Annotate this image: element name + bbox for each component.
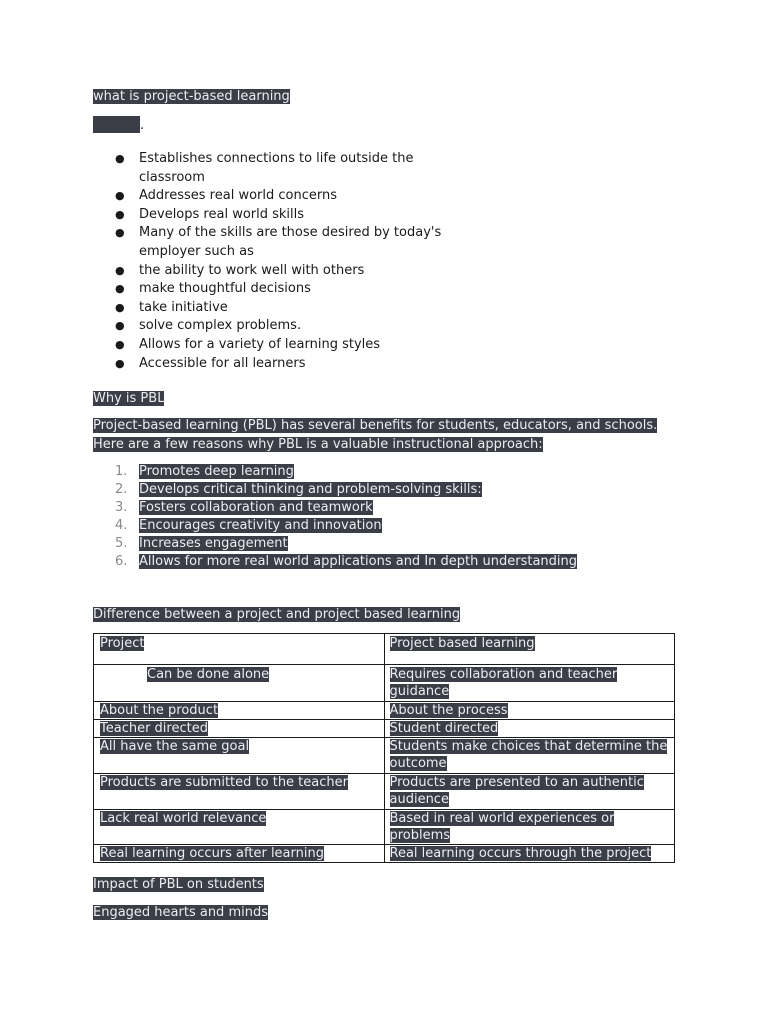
list-item: ● solve complex problems. <box>115 317 445 336</box>
redaction-block <box>93 116 140 133</box>
list-item: ● Addresses real world concerns <box>115 187 445 206</box>
bullet-icon: ● <box>115 226 125 240</box>
table-cell: Student directed <box>384 720 675 738</box>
table-cell: Students make choices that determine the outcome <box>384 738 675 774</box>
bullet-icon: ● <box>115 300 125 314</box>
comparison-table <box>93 633 675 863</box>
list-item: ● Accessible for all learners <box>115 355 445 374</box>
bullet-icon: ● <box>115 207 125 221</box>
table-row <box>94 845 675 863</box>
bullet-icon: ● <box>115 263 125 277</box>
table-cell: Based in real world experiences or problems <box>384 810 675 845</box>
list-item: 6. Allows for more real world applications and In depth understanding <box>115 553 578 569</box>
list-number: 6. <box>115 553 128 569</box>
list-item: 1. Promotes deep learning <box>115 464 294 479</box>
table-cell: About the product <box>94 702 385 720</box>
list-item: ● take initiative <box>115 299 445 318</box>
impact-heading-text: Impact of PBL on students <box>93 877 264 892</box>
list-item: ● the ability to work well with others <box>115 262 445 281</box>
bullet-icon: ● <box>115 282 125 296</box>
list-item: ● make thoughtful decisions <box>115 280 445 299</box>
list-item: 4. Encourages creativity and innovation <box>115 517 382 533</box>
list-item: ● Develops real world skills <box>115 206 445 225</box>
section-title-why-pbl <box>93 390 164 408</box>
why-heading-text: Why is PBL <box>93 391 165 406</box>
section-title-what-is-pbl <box>93 88 290 106</box>
section-title-difference <box>93 606 460 624</box>
bullet-icon: ● <box>115 337 125 351</box>
list-item: ● Allows for a variety of learning styles <box>115 336 445 355</box>
list-item: 2. Develops critical thinking and problem-solving skills: <box>115 481 482 497</box>
benefits-list <box>115 463 577 570</box>
bullet-icon: ● <box>115 189 125 203</box>
table-cell: Products are presented to an authentic audience <box>384 774 675 810</box>
table-cell: Requires collaboration and teacher guidance <box>384 665 675 702</box>
table-header-cell: Project based learning <box>384 634 675 665</box>
bullet-icon: ● <box>115 356 125 370</box>
table-cell: Teacher directed <box>94 720 385 738</box>
table-cell: About the process <box>384 702 675 720</box>
table-row <box>94 738 675 774</box>
pbl-features-list <box>115 150 445 373</box>
table-cell: Real learning occurs after learning <box>94 845 385 863</box>
redacted-suffix: . <box>140 118 145 133</box>
table-row <box>94 720 675 738</box>
table-cell: Real learning occurs through the project <box>384 845 675 863</box>
table-cell: All have the same goal <box>94 738 385 774</box>
list-item: ● Many of the skills are those desired by today's employer such as <box>115 225 442 259</box>
bullet-icon: ● <box>115 152 125 165</box>
list-number: 3. <box>115 499 128 515</box>
table-cell: Lack real world relevance <box>94 810 385 845</box>
table-row <box>94 810 675 845</box>
table-header-cell: Project <box>94 634 385 665</box>
list-number: 4. <box>115 517 128 533</box>
section-title-engaged <box>93 904 268 922</box>
heading-text: what is project-based learning <box>93 89 290 104</box>
section-title-impact <box>93 876 264 894</box>
redacted-line <box>93 116 144 133</box>
list-number: 1. <box>115 464 128 479</box>
list-item: ● Establishes connections to life outside the classroom <box>115 151 414 185</box>
list-number: 5. <box>115 535 128 551</box>
bullet-icon: ● <box>115 319 125 333</box>
table-cell: Can be done alone <box>94 665 385 702</box>
why-intro-text: Project-based learning (PBL) has several benefits for students, educators, and schools. Here are a few reasons why PBL is a valuable instructional approach: <box>93 418 658 452</box>
table-row <box>94 665 675 702</box>
why-intro-paragraph <box>93 417 668 454</box>
list-number: 2. <box>115 481 128 497</box>
table-cell: Products are submitted to the teacher <box>94 774 385 810</box>
difference-heading-text: Difference between a project and project based learning <box>93 607 461 622</box>
table-row <box>94 702 675 720</box>
list-item: 5. Increases engagement <box>115 535 288 551</box>
table-header-row <box>94 634 675 665</box>
list-item: 3. Fosters collaboration and teamwork <box>115 499 373 515</box>
table-row <box>94 774 675 810</box>
engaged-heading-text: Engaged hearts and minds <box>93 905 268 920</box>
